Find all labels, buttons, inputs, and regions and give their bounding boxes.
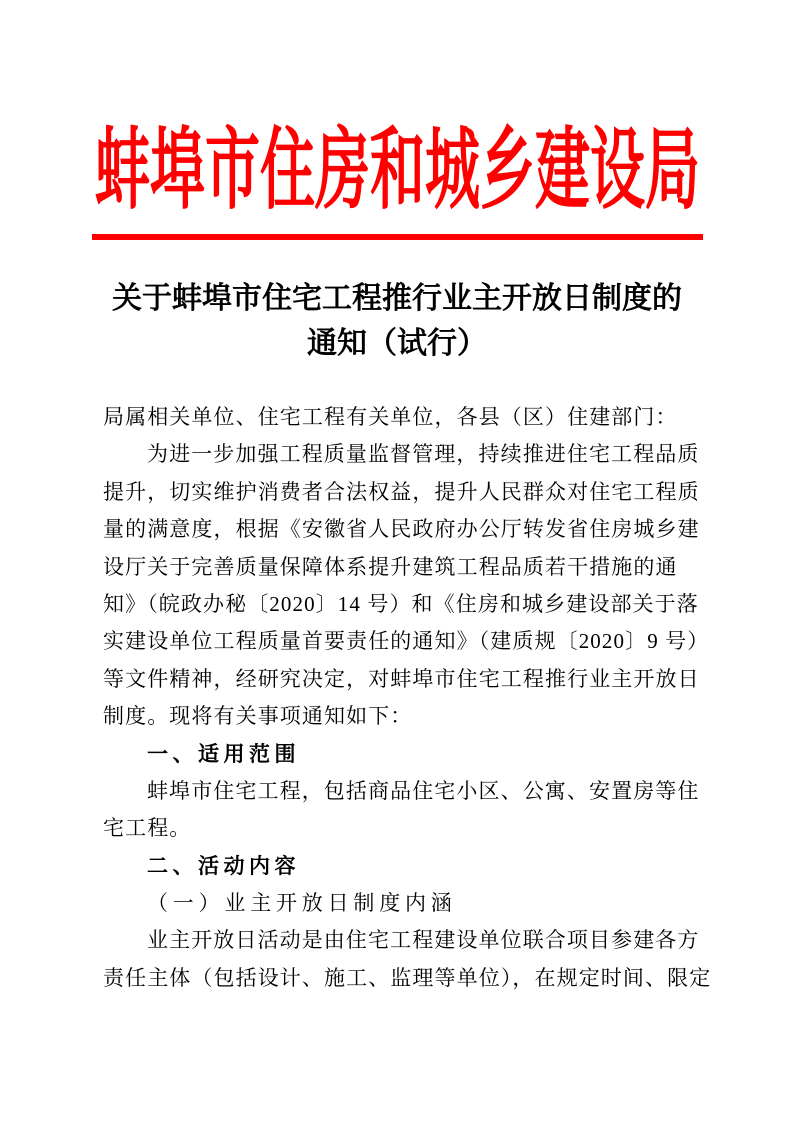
section-heading-activity: 二、活动内容	[147, 854, 300, 878]
body-line: 蚌埠市住宅工程，包括商品住宅小区、公寓、安置房等住	[147, 778, 700, 803]
subsection-heading-open-day: （一）业主开放日制度内涵	[147, 891, 457, 916]
section-heading-scope: 一、适用范围	[147, 742, 300, 766]
body-line: 业主开放日活动是由住宅工程建设单位联合项目参建各方	[147, 928, 700, 953]
body-line: 责任主体（包括设计、施工、监理等单位），在规定时间、限定	[103, 965, 712, 990]
body-line: 等文件精神，经研究决定，对蚌埠市住宅工程推行业主开放日	[103, 666, 700, 691]
body-line: 宅工程。	[103, 816, 192, 841]
body-line: 为进一步加强工程质量监督管理，持续推进住宅工程品质	[147, 442, 700, 467]
red-divider-line	[92, 234, 703, 240]
body-line-salutation: 局属相关单位、住宅工程有关单位，各县（区）住建部门：	[103, 405, 678, 429]
body-line: 量的满意度，根据《安徽省人民政府办公厅转发省住房城乡建	[103, 517, 700, 542]
body-line: 设厅关于完善质量保障体系提升建筑工程品质若干措施的通	[103, 554, 678, 579]
document-title	[0, 276, 794, 366]
body-line: 知》（皖政办秘〔2020〕14 号）和《住房和城乡建设部关于落	[103, 591, 699, 616]
document-title-line-1: 关于蚌埠市住宅工程推行业主开放日制度的	[112, 282, 682, 315]
letterhead-agency-name: 蚌埠市住房和城乡建设局	[95, 121, 701, 220]
document-body	[103, 399, 723, 997]
body-line: 提升，切实维护消费者合法权益，提升人民群众对住宅工程质	[103, 479, 700, 504]
body-line: 实建设单位工程质量首要责任的通知》（建质规〔2020〕9 号）	[103, 629, 710, 654]
body-line: 制度。现将有关事项通知如下：	[103, 704, 413, 729]
document-title-line-2: 通知（试行）	[307, 327, 487, 360]
